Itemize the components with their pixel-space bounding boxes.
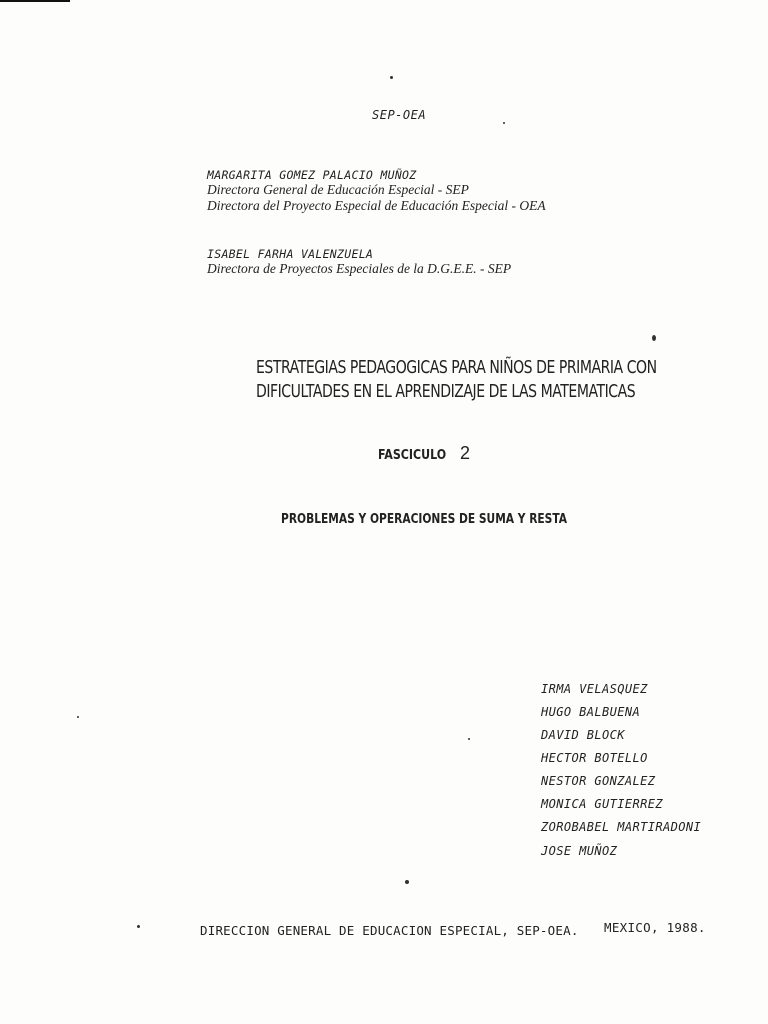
scan-speck — [390, 76, 393, 79]
scan-speck — [503, 122, 505, 124]
footer-institution: DIRECCION GENERAL DE EDUCACION ESPECIAL, SEP-OEA. — [200, 923, 579, 938]
footer-place-date: MEXICO, 1988. — [604, 920, 706, 935]
scan-speck — [405, 880, 409, 884]
scan-speck — [468, 738, 470, 740]
author-1-role-1: Directora General de Educación Especial - SEP — [207, 182, 469, 197]
title-line-2: DIFICULTADES EN EL APRENDIZAJE DE LAS MATEMATICAS — [256, 381, 636, 402]
author-1-role-2: Directora del Proyecto Especial de Educación Especial - OEA — [207, 198, 546, 213]
team-member: IRMA VELASQUEZ — [541, 682, 648, 696]
scan-speck — [77, 716, 79, 718]
fascicle-label: FASCICULO — [378, 448, 447, 463]
team-member: HECTOR BOTELLO — [541, 751, 648, 765]
team-member: NESTOR GONZALEZ — [541, 774, 656, 788]
team-member: ZOROBABEL MARTIRADONI — [541, 820, 702, 834]
author-2-role-1: Directora de Proyectos Especiales de la D.G.E.E. - SEP — [207, 261, 512, 276]
scan-speck — [137, 925, 140, 928]
author-2-name: ISABEL FARHA VALENZUELA — [207, 247, 374, 261]
team-member: HUGO BALBUENA — [541, 705, 641, 719]
team-member: DAVID BLOCK — [541, 728, 625, 742]
author-1-name: MARGARITA GOMEZ PALACIO MUÑOZ — [207, 168, 417, 182]
title-line-1: ESTRATEGIAS PEDAGOGICAS PARA NIÑOS DE PRIMARIA CON — [256, 357, 657, 378]
subtitle: PROBLEMAS Y OPERACIONES DE SUMA Y RESTA — [281, 512, 568, 527]
header-sep-oea: SEP-OEA — [372, 108, 427, 122]
team-member: JOSE MUÑOZ — [541, 844, 618, 858]
fascicle-number: 2 — [460, 443, 471, 463]
team-member: MONICA GUTIERREZ — [541, 797, 663, 811]
top-edge-mark — [0, 0, 70, 2]
scan-speck — [652, 335, 656, 341]
